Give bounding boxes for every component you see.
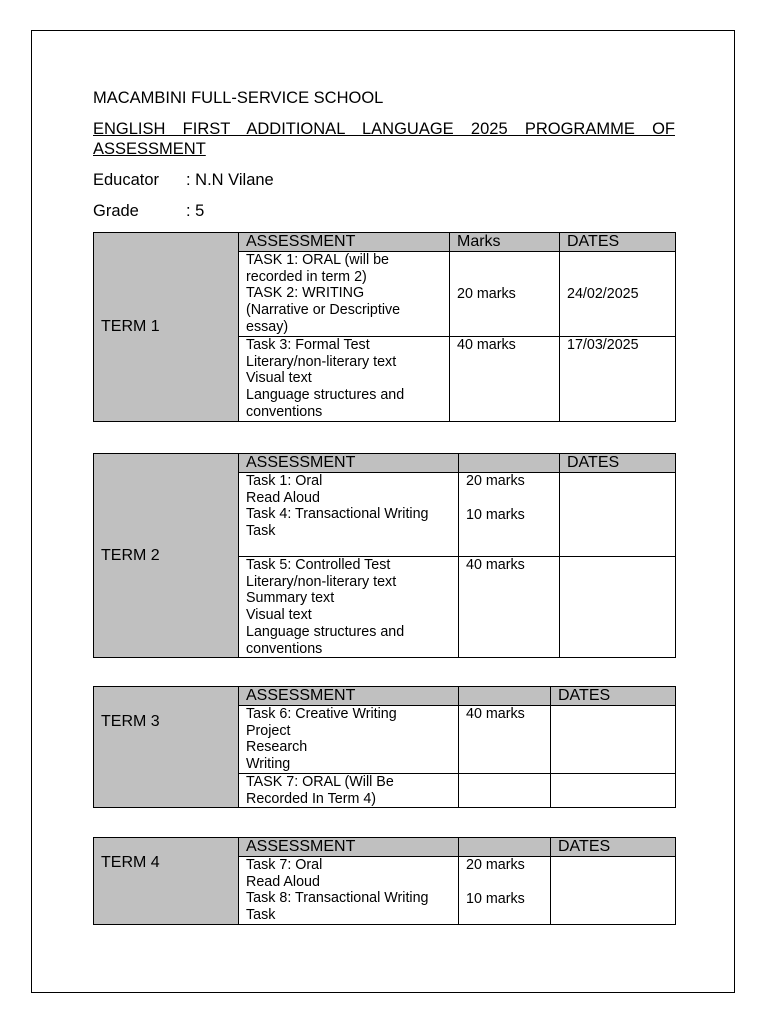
school-name: MACAMBINI FULL-SERVICE SCHOOL (93, 89, 384, 107)
term4-label: TERM 4 (94, 838, 239, 925)
term1-header-dates: DATES (560, 233, 676, 252)
term2-row1-marks (459, 473, 560, 557)
term4-row1-date (551, 857, 676, 925)
term2-row2-date (560, 557, 676, 658)
marks-value: 20 marks (466, 473, 525, 489)
text-line: TASK 1: ORAL (will be (246, 252, 390, 268)
marks-value: 10 marks (466, 506, 525, 523)
term2-row2-marks: 40 marks (459, 557, 560, 658)
marks-value: 20 marks (466, 857, 525, 873)
educator-value: : N.N Vilane (186, 171, 274, 189)
text-line: Read Aloud (246, 489, 320, 506)
text-line: Visual text (246, 607, 312, 624)
text-line: TASK 7: ORAL (Will Be (246, 773, 394, 790)
term4-row1-assessment (239, 857, 459, 925)
term3-header-dates: DATES (551, 687, 676, 706)
term2-header-marks (459, 454, 560, 473)
educator-line (93, 170, 274, 190)
text-line: Task (246, 523, 276, 540)
term4-header-dates: DATES (551, 838, 676, 857)
title-line-2: ASSESSMENT (93, 140, 206, 158)
text-line: (Narrative or Descriptive (246, 302, 401, 319)
term1-row1-assessment (239, 252, 450, 337)
term1-row1-marks: 20 marks (450, 252, 560, 337)
term3-label: TERM 3 (94, 687, 239, 808)
term4-header-assessment: ASSESSMENT (239, 838, 459, 857)
text-line: Read Aloud (246, 873, 320, 890)
term4-row1-marks (459, 857, 551, 925)
term4-table (93, 837, 676, 925)
title-line-1: ENGLISH FIRST ADDITIONAL LANGUAGE 2025 PROGRAMME OF (93, 120, 675, 138)
term3-row2-date (551, 773, 676, 807)
text-line: Task 7: Oral (246, 857, 323, 873)
text-line: conventions (246, 403, 323, 420)
term2-header-assessment: ASSESSMENT (239, 454, 459, 473)
text-line: Language structures and (246, 623, 405, 640)
grade-line (93, 201, 204, 221)
term1-header-assessment: ASSESSMENT (239, 233, 450, 252)
text-line: essay) (246, 318, 289, 335)
term1-table (93, 232, 676, 422)
term1-row2-date: 17/03/2025 (560, 337, 676, 422)
term3-header-marks (459, 687, 551, 706)
text-line: conventions (246, 640, 323, 657)
text-line: TASK 2: WRITING (246, 285, 365, 302)
grade-label: Grade (93, 202, 139, 220)
term2-label: TERM 2 (94, 454, 239, 658)
term3-row1-marks: 40 marks (459, 706, 551, 774)
marks-value: 10 marks (466, 890, 525, 907)
term2-row2-assessment (239, 557, 459, 658)
term3-row1-date (551, 706, 676, 774)
text-line: Task (246, 907, 276, 924)
text-line: Research (246, 739, 308, 756)
text-line: Task 4: Transactional Writing (246, 506, 429, 523)
term2-table (93, 453, 676, 658)
educator-label: Educator (93, 171, 160, 189)
term3-header-assessment: ASSESSMENT (239, 687, 459, 706)
text-line: Task 5: Controlled Test (246, 557, 391, 573)
term3-row2-marks (459, 773, 551, 807)
term4-header-marks (459, 838, 551, 857)
text-line: Visual text (246, 370, 312, 387)
document-title (93, 119, 675, 159)
term3-row1-assessment (239, 706, 459, 774)
term1-header-marks: Marks (450, 233, 560, 252)
text-line: Task 3: Formal Test (246, 337, 370, 353)
term1-row1-date: 24/02/2025 (560, 252, 676, 337)
term2-header-dates: DATES (560, 454, 676, 473)
text-line: Summary text (246, 590, 335, 607)
text-line: Literary/non-literary text (246, 573, 397, 590)
text-line: Project (246, 722, 291, 739)
term1-label: TERM 1 (94, 233, 239, 422)
grade-value: : 5 (186, 202, 205, 220)
term1-row2-assessment (239, 337, 450, 422)
text-line: Writing (246, 756, 291, 773)
term2-row1-assessment (239, 473, 459, 557)
term3-table (93, 686, 676, 808)
text-line: Recorded In Term 4) (246, 790, 377, 807)
term1-row2-marks: 40 marks (450, 337, 560, 422)
text-line: Literary/non-literary text (246, 353, 397, 370)
term2-row1-date (560, 473, 676, 557)
term3-row2-assessment (239, 773, 459, 807)
text-line: Task 8: Transactional Writing (246, 890, 429, 907)
text-line: Language structures and (246, 387, 405, 404)
text-line: recorded in term 2) (246, 268, 367, 285)
text-line: Task 6: Creative Writing (246, 706, 397, 722)
text-line: Task 1: Oral (246, 473, 323, 489)
